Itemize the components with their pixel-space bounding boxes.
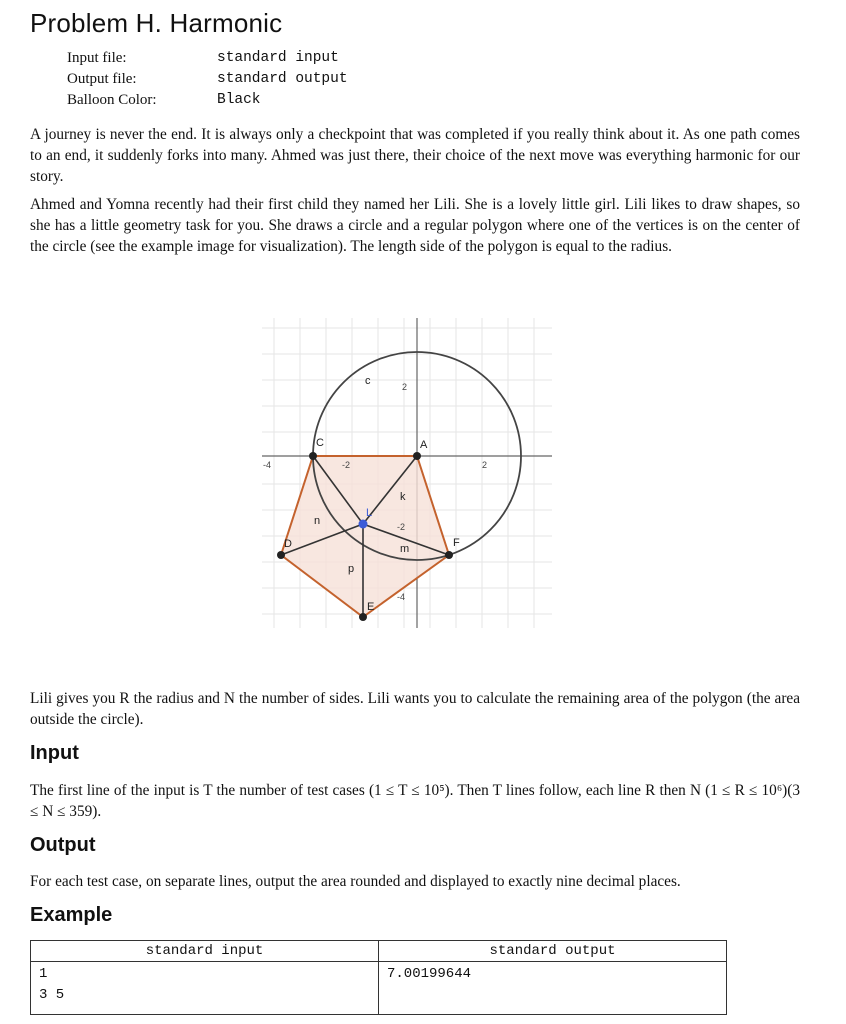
meta-key: Input file: (67, 50, 127, 66)
axis-tick-label: -2 (397, 522, 406, 532)
axis-tick-label: -4 (263, 460, 272, 470)
point-label: E (367, 601, 375, 613)
segment-label: c (365, 375, 371, 387)
example-output-header: standard output (379, 941, 727, 962)
example-table (30, 940, 727, 1015)
example-input: 1 3 5 (39, 966, 65, 1003)
point-label: A (420, 439, 428, 451)
input-heading: Input (30, 742, 79, 764)
example-output: 7.00199644 (387, 966, 472, 982)
point-label: D (284, 538, 292, 550)
vertex-c (309, 452, 317, 460)
problem-meta (67, 48, 348, 111)
segment-label: k (400, 491, 406, 503)
question-paragraph: Lili gives you R the radius and N the number of sides. Lili wants you to calculate the remaining area of the polygon (the area outside the circle). (30, 690, 800, 728)
segment-label: p (348, 563, 355, 575)
vertex-a (413, 452, 421, 460)
point-label: F (453, 537, 460, 549)
axis-tick-label: -4 (397, 592, 406, 602)
problem-title: Problem H. Harmonic (30, 8, 283, 38)
axis-tick-label: -2 (342, 460, 351, 470)
point-label: L (366, 507, 373, 519)
meta-key: Output file: (67, 71, 137, 87)
input-description: The first line of the input is T the number of test cases (1 ≤ T ≤ 10⁵). Then T lines follow, each line R then N (1 ≤ R ≤ 10⁶)(3 ≤ N ≤ 359). (30, 782, 800, 820)
meta-value: standard output (217, 71, 348, 87)
segment-label: m (400, 543, 410, 555)
pentagon (281, 456, 449, 617)
axis-tick-label: 2 (482, 460, 488, 470)
example-input-header: standard input (31, 941, 379, 962)
task-paragraph: Ahmed and Yomna recently had their first child they named her Lili. She is a lovely little girl. Lili likes to draw shapes, so she has a little geometry task for you. She draws a circle and a regular polygon where one of the vertices is on the center of the circle (see the example image for visualization). The length side of the polygon is equal to the radius. (30, 196, 800, 255)
axis-tick-label: 2 (402, 382, 408, 392)
example-heading: Example (30, 904, 113, 926)
vertex-e (359, 613, 367, 621)
output-description: For each test case, on separate lines, output the area rounded and displayed to exactly nine decimal places. (30, 873, 681, 890)
meta-value: standard input (217, 50, 339, 66)
meta-key: Balloon Color: (67, 92, 157, 108)
segment-label: n (314, 515, 321, 527)
point-label: C (316, 437, 324, 449)
vertex-l (359, 520, 368, 529)
vertex-f (445, 551, 453, 559)
output-heading: Output (30, 834, 96, 856)
vertex-d (277, 551, 285, 559)
meta-value: Black (217, 92, 261, 108)
story-paragraph: A journey is never the end. It is always only a checkpoint that was completed if you really think about it. As one path comes to an end, it suddenly forks into many. Ahmed was just there, their choice of the next move was everything harmonic for our story. (30, 126, 800, 185)
geometry-figure (262, 318, 552, 628)
